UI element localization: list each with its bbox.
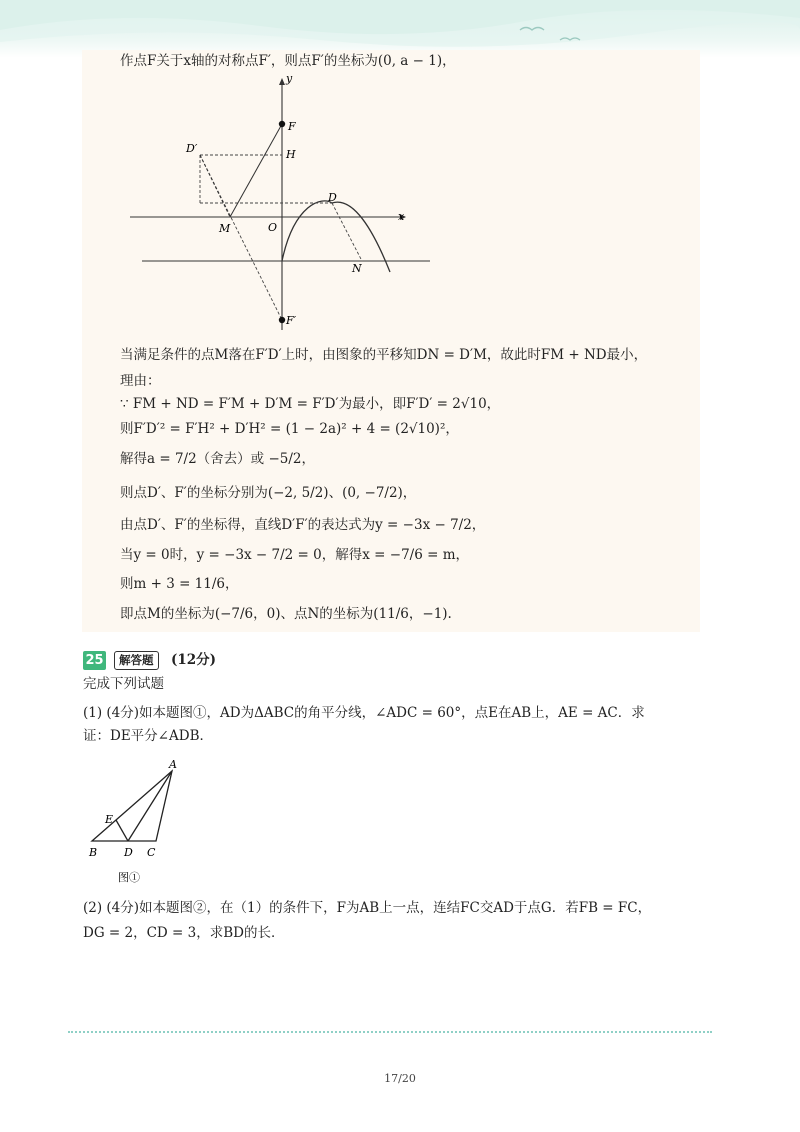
solution-line-4: ∵ FM + ND = F′M + D′M = F′D′为最小，即F′D′ = 2√10， [120,396,501,412]
label-y: y [286,72,293,85]
label-E: E [105,813,114,826]
footer-divider [68,1031,712,1033]
label-A: A [169,758,177,771]
label-D-fig2: D [124,846,133,859]
solution-line-8: 由点D′、F′的坐标得，直线D′F′的表达式为y = −3x − 7/2， [120,517,486,533]
part1-line2: 证：DE平分∠ADB． [83,728,213,744]
question-intro: 完成下列试题 [83,676,164,692]
solution-line-6: 解得a = 7/2（舍去）或 −5/2， [120,451,315,467]
label-F-prime: F′ [286,314,297,327]
label-D: D [328,191,337,204]
label-C: C [147,846,156,859]
part2-line1: (2) (4分)如本题图②，在（1）的条件下，F为AB上一点，连结FC交AD于点G．若FB = FC， [83,900,652,916]
triangle-figure [84,757,204,887]
solution-line-11: 即点M的坐标为(−7/6，0)、点N的坐标为(11/6，−1). [120,606,452,622]
part1-line1: (1) (4分)如本题图①，AD为ΔABC的角平分线，∠ADC = 60°，点E在AB上，AE = AC．求 [83,705,645,721]
label-O: O [268,221,278,234]
solution-line-2: 当满足条件的点M落在F′D′上时，由图象的平移知DN = D′M，故此时FM + ND最小， [120,347,648,363]
coordinate-figure [122,72,448,334]
solution-line-3: 理由： [120,373,161,389]
question-points: (12分) [171,652,217,668]
solution-line-7: 则点D′、F′的坐标分别为(−2, 5/2)、(0, −7/2)， [120,485,417,501]
part2-line2: DG = 2，CD = 3，求BD的长． [83,925,285,941]
label-N: N [352,262,362,275]
point-F-prime [279,317,285,323]
figure-caption: 图① [118,871,140,884]
question-type-tag: 解答题 [114,651,159,670]
page-number: 17/20 [384,1072,416,1085]
solution-line-1: 作点F关于x轴的对称点F′，则点F′的坐标为(0, a − 1)， [120,53,456,69]
label-D-prime: D′ [186,142,198,155]
label-H: H [286,148,296,161]
label-x: x [398,210,405,223]
label-M: M [219,222,231,235]
solution-line-5: 则F′D′² = F′H² + D′H² = (1 − 2a)² + 4 = (2√10)²， [120,421,459,437]
label-F: F [288,120,296,133]
label-B: B [89,846,98,859]
question-number-badge: 25 [83,651,106,670]
solution-line-9: 当y = 0时，y = −3x − 7/2 = 0，解得x = −7/6 = m， [120,547,469,563]
solution-line-10: 则m + 3 = 11/6， [120,576,239,592]
point-F [279,121,285,127]
